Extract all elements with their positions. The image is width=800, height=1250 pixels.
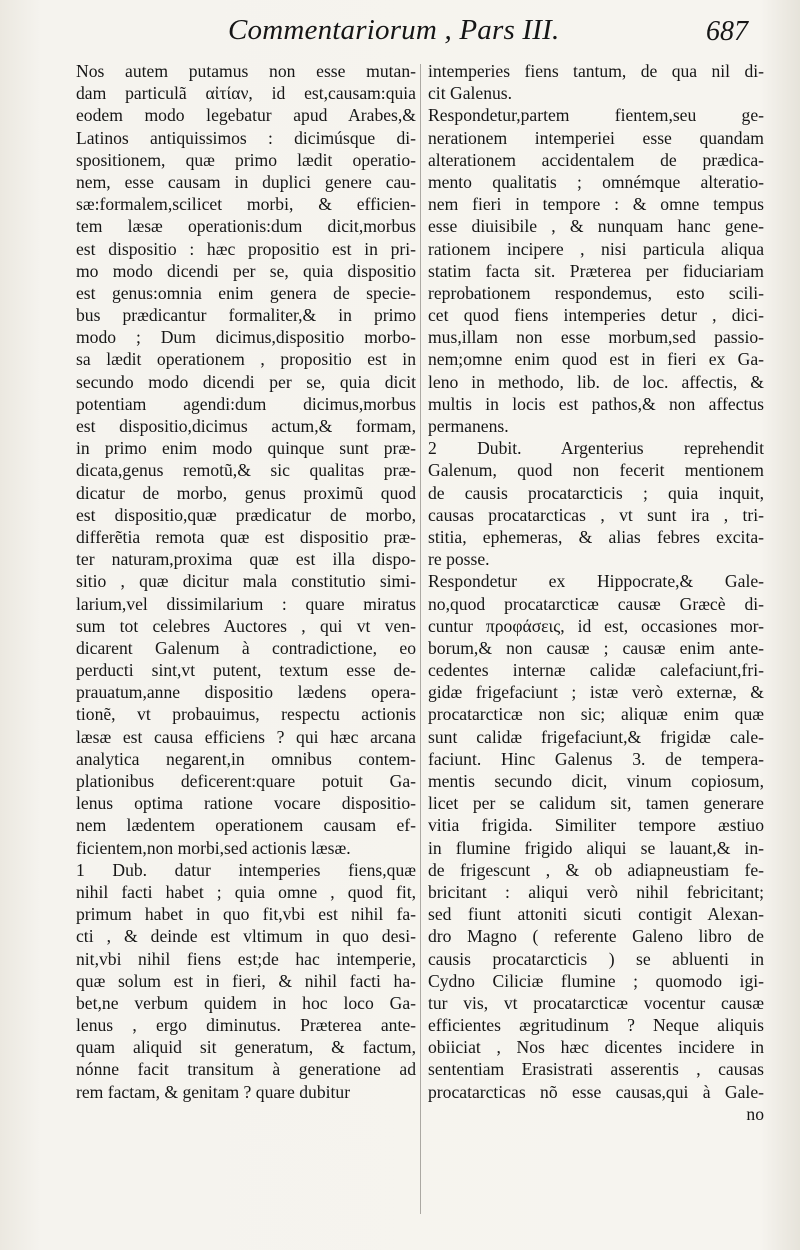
text-line: intemperies fiens tantum, de qua nil di- [428, 61, 764, 81]
text-line: est dispositio,dicimus actum,& formam, [76, 416, 416, 436]
text-line: sed fiunt attoniti sicuti contigit Alexan- [428, 904, 764, 925]
page-header [0, 10, 800, 50]
text-line: causis procatarcticis ) se abluenti in [428, 948, 764, 969]
text-line: cet quod fiens intemperies detur , dici- [428, 305, 764, 326]
column-divider [420, 64, 421, 1214]
text-line: no [746, 1103, 764, 1124]
text-line: rem factam, & genitam ? quare dubitur [76, 1081, 351, 1102]
text-line: licet per se calidum sit, tamen generare [428, 793, 764, 814]
text-line: Latinos antiquissimos : dicimúsque di- [76, 127, 416, 148]
text-line: lenus optima ratione vocare dispositio- [76, 793, 416, 814]
text-line: est dispositio,quæ prædicatur de morbo, [76, 504, 416, 525]
text-line: differẽtia remota quæ est dispositio præ- [76, 526, 416, 547]
text-line: cit Galenus. [428, 83, 513, 104]
text-line: nem fieri in tempore : & omne tempus [428, 194, 764, 215]
text-line: 2 Dubit. Argenterius reprehendit [428, 438, 764, 459]
left-text-column [76, 60, 416, 1103]
text-line: causas procatarcticas , vt sunt ira , tri- [428, 504, 764, 525]
text-line: dro Magno ( referente Galeno libro de [428, 926, 764, 947]
text-line: plationibus deficerent:quare potuit Ga- [76, 771, 416, 791]
text-line: statim facta sit. Præterea per fiduciariam [428, 260, 764, 281]
text-line: mo modo dicendi per se, quia dispositio [76, 260, 416, 281]
right-text-column [428, 60, 764, 1125]
text-line: Galenum, quod non fecerit mentionem [428, 460, 764, 481]
text-line: sa lædit operationem , propositio est in [76, 349, 416, 370]
text-line: multis in locis est pathos,& non affectus [428, 393, 764, 414]
text-line: sitio , quæ dicitur mala constitutio simi- [76, 571, 416, 592]
text-line: mento qualitatis ; omnémque alteratio- [428, 171, 764, 192]
text-line: 1 Dub. datur intemperies fiens,quæ [76, 859, 416, 880]
text-line: quæ solum est in fieri, & nihil facti ha- [76, 970, 416, 991]
text-line: in primo enim modo quinque sunt præ- [76, 438, 416, 459]
text-line: nerationem intemperiei esse quandam [428, 127, 764, 148]
text-line: re posse. [428, 549, 490, 570]
text-line: eodem modo legebatur apud Arabes,& [76, 105, 416, 126]
text-line: modo ; Dum dicimus,dispositio morbo- [76, 327, 416, 348]
text-line: nónne facit transitum à generatione ad [76, 1059, 416, 1080]
text-line: cti , & deinde est vltimum in quo desi- [76, 926, 416, 947]
text-line: leno in methodo, lib. de loc. affectis, & [428, 371, 764, 392]
text-line: cuntur προφάσεις, id est, occasiones mor- [428, 615, 764, 636]
text-line: esse diuisibile , & nunquam hanc gene- [428, 216, 764, 237]
text-line: dicarent Galenum à contradictione, eo [76, 637, 416, 658]
text-line: de frigescunt , & ob adiapneustiam fe- [428, 859, 764, 880]
text-line: analytica negarent,in omnibus contem- [76, 748, 416, 769]
text-line: lenus , ergo diminutus. Præterea ante- [76, 1015, 416, 1036]
text-line: permanens. [428, 416, 509, 436]
text-line: perducti sint,vt putent, textum esse de- [76, 660, 416, 681]
text-line: nihil facti habet ; quia omne , quod fit, [76, 881, 416, 902]
text-line: mus,illam non esse morbum,sed passio- [428, 327, 764, 348]
text-line: dicata,genus remotũ,& sic qualitas præ- [76, 460, 416, 481]
text-line: tionẽ, vt probauimus, respectu actionis [76, 704, 416, 725]
text-line: secundo modo dicendi per se, quia dicit [76, 371, 416, 392]
text-line: bet,ne verbum quidem in hoc loco Ga- [76, 992, 416, 1013]
text-line: sententiam Erasistrati asserentis , causas [428, 1059, 764, 1080]
text-line: est dispositio : hæc propositio est in pri- [76, 238, 416, 259]
text-line: stitia, ephemeras, & alias febres excita- [428, 526, 764, 547]
text-line: primum habet in quo fit,vbi est nihil fa- [76, 904, 416, 925]
text-line: sunt calidæ frigefaciunt,& frigidæ cale- [428, 726, 764, 747]
text-line: est genus:omnia enim genera de specie- [76, 282, 416, 303]
text-line: efficientes ægritudinum ? Neque aliquis [428, 1015, 764, 1036]
text-line: de causis procatarcticis ; quia inquit, [428, 482, 764, 503]
text-line: dam particulã αἰτίαν, id est,causam:quia [76, 83, 416, 104]
text-line: tem læsæ operationis:dum dicit,morbus [76, 216, 416, 237]
text-line: Cydno Ciliciæ flumine ; quomodo igi- [428, 970, 764, 991]
text-line: reprobationem respondemus, esto scili- [428, 282, 764, 303]
text-line: procatarcticas nõ esse causas,qui à Gale- [428, 1081, 764, 1102]
text-line: rationem incipere , nisi particula aliqua [428, 238, 764, 259]
text-line: nem;omne enim quod est in fieri ex Ga- [428, 349, 764, 370]
running-title: Commentariorum , Pars III. [228, 14, 560, 46]
text-line: spositionem, quæ primo lædit operatio- [76, 149, 416, 170]
text-line: cedentes internæ calidæ calefaciunt,fri- [428, 660, 764, 681]
text-line: obiiciat , Nos hæc dicentes incidere in [428, 1037, 764, 1058]
text-line: bus prædicantur formaliter,& in primo [76, 305, 416, 326]
text-line: nem, esse causam in duplici genere cau- [76, 171, 416, 192]
text-line: borum,& non causæ ; causæ enim ante- [428, 637, 764, 658]
text-line: prauatum,anne dispositio lædens opera- [76, 682, 416, 703]
text-line: alterationem accidentalem de prædica- [428, 149, 764, 170]
text-line: no,quod procatarcticæ causæ Græcè di- [428, 593, 764, 614]
text-line: in flumine frigido aliqui se lauant,& in- [428, 837, 764, 858]
text-line: sum tot celebres Auctores , qui vt ven- [76, 615, 416, 636]
text-line: Respondetur ex Hippocrate,& Gale- [428, 571, 764, 592]
text-line: tur vis, vt procatarcticæ vocentur causæ [428, 992, 764, 1013]
text-line: procatarcticæ non sic; aliquæ enim quæ [428, 704, 764, 725]
text-line: nit,vbi nihil fiens est;de hac intemperie, [76, 948, 416, 969]
page-number: 687 [706, 16, 748, 47]
text-line: læsæ est causa efficiens ? qui hæc arcana [76, 726, 416, 747]
text-line: Nos autem putamus non esse mutan- [76, 61, 416, 81]
text-line: bricitant : aliqui verò nihil febricitant; [428, 881, 764, 902]
text-line: dicatur de morbo, genus proximũ quod [76, 482, 416, 503]
text-line: Respondetur,partem fientem,seu ge- [428, 105, 764, 126]
text-line: vitia frigida. Similiter tempore æstiuo [428, 815, 764, 836]
text-line: ficientem,non morbi,sed actionis læsæ. [76, 837, 351, 858]
text-line: mentis secundo dicit, vinum copiosum, [428, 771, 764, 791]
text-line: sæ:formalem,scilicet morbi, & efficien- [76, 194, 416, 215]
text-line: nem lædentem operationem causam ef- [76, 815, 416, 836]
text-line: larium,vel dissimilarium : quare miratus [76, 593, 416, 614]
text-line: potentiam agendi:dum dicimus,morbus [76, 393, 416, 414]
text-line: gidæ frigefaciunt ; istæ verò externæ, & [428, 682, 764, 703]
text-line: quam aliquid sit generatum, & factum, [76, 1037, 416, 1058]
text-line: faciunt. Hinc Galenus 3. de tempera- [428, 748, 764, 769]
text-line: ter naturam,proxima quæ est illa dispo- [76, 549, 416, 570]
